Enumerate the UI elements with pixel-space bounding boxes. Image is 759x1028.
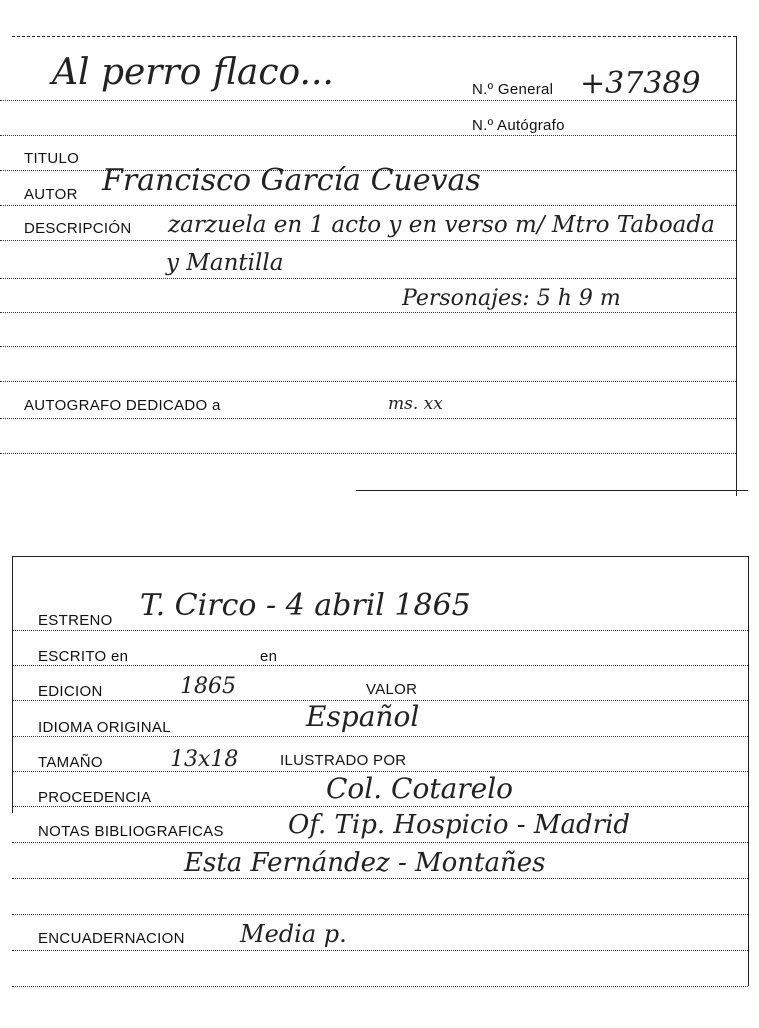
procedencia-label: PROCEDENCIA <box>38 789 152 806</box>
autografo-number-label: N.º Autógrafo <box>472 117 565 134</box>
card-top-edge <box>12 556 748 557</box>
catalog-card-bottom <box>0 550 759 1028</box>
estreno-value: T. Circo - 4 abril 1865 <box>140 588 471 623</box>
edicion-value: 1865 <box>180 674 236 699</box>
escrito-label: ESCRITO en <box>38 648 129 665</box>
idioma-label: IDIOMA ORIGINAL <box>38 719 171 736</box>
general-number-value: +37389 <box>580 66 701 101</box>
dedicado-value: ms. xx <box>388 394 443 414</box>
procedencia-value: Col. Cotarelo <box>326 772 514 805</box>
work-title: Al perro flaco... <box>52 52 334 93</box>
tamano-label: TAMAÑO <box>38 754 103 771</box>
card-right-edge <box>736 36 737 496</box>
escrito-en-label: en <box>260 648 278 665</box>
personajes-note: Personajes: 5 h 9 m <box>402 286 621 311</box>
autor-label: AUTOR <box>24 186 78 203</box>
valor-label: VALOR <box>366 681 418 698</box>
ilustrado-label: ILUSTRADO POR <box>280 752 407 769</box>
descripcion-line-2: y Mantilla <box>166 250 284 276</box>
descripcion-label: DESCRIPCIÓN <box>24 220 132 237</box>
card-top-edge <box>12 36 736 37</box>
idioma-value: Español <box>306 700 420 733</box>
descripcion-line-1: zarzuela en 1 acto y en verso m/ Mtro Taboada <box>168 212 715 238</box>
edicion-label: EDICION <box>38 683 103 700</box>
card-left-edge <box>12 556 13 813</box>
card-bottom-line <box>356 490 748 491</box>
catalog-card-top <box>0 0 759 500</box>
autor-value: Francisco García Cuevas <box>102 163 481 198</box>
notas-label: NOTAS BIBLIOGRAFICAS <box>38 823 224 840</box>
titulo-label: TITULO <box>24 150 80 167</box>
dedicado-label: AUTOGRAFO DEDICADO a <box>24 397 221 414</box>
estreno-label: ESTRENO <box>38 612 113 629</box>
tamano-value: 13x18 <box>170 747 239 772</box>
notas-line-2: Esta Fernández - Montañes <box>184 848 546 878</box>
general-number-label: N.º General <box>472 81 554 98</box>
encuadernacion-value: Media p. <box>240 920 347 948</box>
card-right-edge <box>748 556 749 986</box>
notas-line-1: Of. Tip. Hospicio - Madrid <box>288 810 630 840</box>
encuadernacion-label: ENCUADERNACION <box>38 930 185 947</box>
